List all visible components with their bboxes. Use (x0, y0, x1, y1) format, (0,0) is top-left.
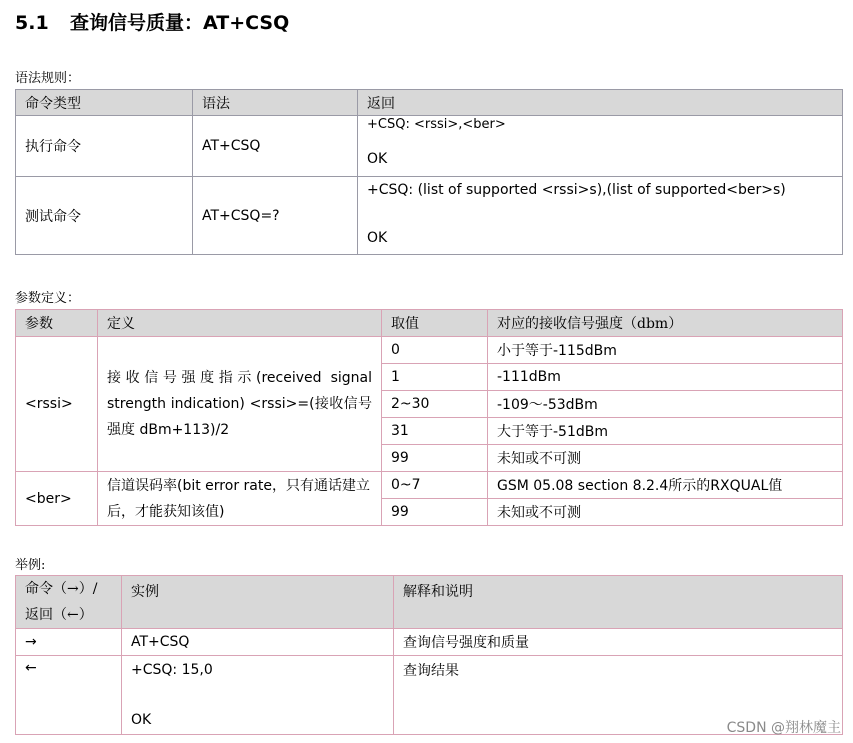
section-heading (15, 8, 289, 35)
param-meaning: 大于等于-51dBm (488, 418, 843, 445)
column-header: 取值 (382, 310, 488, 337)
table-row (16, 116, 843, 177)
column-header: 命令类型 (16, 90, 193, 116)
command-type: 测试命令 (16, 177, 193, 255)
param-value: 99 (382, 499, 488, 526)
params-caption: 参数定义： (15, 291, 81, 306)
param-definition: 信道误码率(bit error rate，只有通话建立后，才能获知该值) (98, 472, 382, 526)
table-row (16, 656, 843, 735)
param-meaning: -111dBm (488, 364, 843, 391)
column-header: 参数 (16, 310, 98, 337)
param-value: 0~7 (382, 472, 488, 499)
section-title: 查询信号质量：AT+CSQ (70, 12, 290, 34)
table-row (16, 629, 843, 656)
example-note: 查询结果 (394, 656, 843, 735)
table-header-row (16, 310, 843, 337)
syntax-table (15, 89, 843, 255)
command-type: 执行命令 (16, 116, 193, 177)
params-table (15, 309, 843, 526)
response-line: +CSQ: 15,0 (131, 662, 213, 678)
response-ok: OK (131, 712, 152, 728)
column-header: 语法 (193, 90, 358, 116)
return-line: +CSQ: (list of supported <rssi>s),(list of supported<ber>s) (367, 182, 786, 198)
column-header: 对应的接收信号强度（dbm） (488, 310, 843, 337)
example-command: AT+CSQ (122, 629, 394, 656)
column-header: 返回 (358, 90, 843, 116)
command-syntax: AT+CSQ=? (193, 177, 358, 255)
column-header: 实例 (122, 576, 394, 629)
watermark: CSDN @翔林魔主 (726, 720, 841, 736)
param-value: 0 (382, 337, 488, 364)
table-row (16, 472, 843, 499)
direction-arrow: ← (16, 656, 122, 735)
example-table (15, 575, 843, 735)
table-header-row (16, 576, 843, 629)
column-header: 命令（→）/ 返回（←） (16, 576, 122, 629)
column-header: 定义 (98, 310, 382, 337)
param-value: 99 (382, 445, 488, 472)
param-name: <rssi> (16, 337, 98, 472)
param-value: 31 (382, 418, 488, 445)
param-definition: 接收信号强度指示(received signal strength indication) <rssi>=(接收信号强度 dBm+113)/2 (98, 337, 382, 472)
example-note: 查询信号强度和质量 (394, 629, 843, 656)
param-meaning: GSM 05.08 section 8.2.4所示的RXQUAL值 (488, 472, 843, 499)
param-value: 2~30 (382, 391, 488, 418)
param-meaning: 未知或不可测 (488, 499, 843, 526)
param-name: <ber> (16, 472, 98, 526)
command-return (358, 116, 843, 177)
command-syntax: AT+CSQ (193, 116, 358, 177)
example-response (122, 656, 394, 735)
param-meaning: 小于等于-115dBm (488, 337, 843, 364)
return-ok: OK (367, 230, 388, 246)
section-number: 5.1 (15, 12, 49, 34)
table-row (16, 337, 843, 364)
table-row (16, 177, 843, 255)
example-caption: 举例: (15, 558, 46, 573)
return-line: +CSQ: <rssi>,<ber> (367, 117, 506, 132)
return-ok: OK (367, 151, 388, 167)
table-header-row (16, 90, 843, 116)
param-value: 1 (382, 364, 488, 391)
syntax-caption: 语法规则： (15, 71, 81, 86)
direction-arrow: → (16, 629, 122, 656)
param-meaning: 未知或不可测 (488, 445, 843, 472)
column-header: 解释和说明 (394, 576, 843, 629)
param-meaning: -109～-53dBm (488, 391, 843, 418)
command-return (358, 177, 843, 255)
